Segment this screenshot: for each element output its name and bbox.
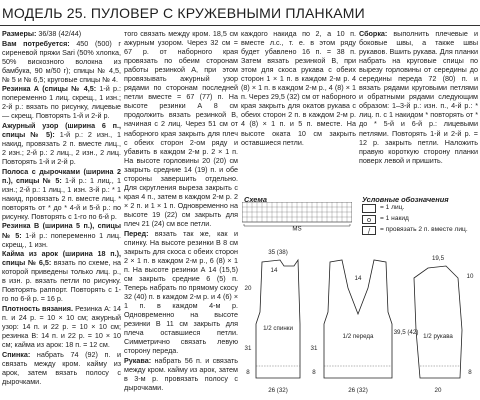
col4-paragraph bbox=[359, 29, 478, 165]
back-label: 1/2 спинки bbox=[263, 325, 293, 332]
paragraph-text: каждого накида по 2, а 10 п. вместе л.с., т. е. в этом ряду будет убавлено 16 п. = 38 п. Затем вязать резинкой В, при этом для скоса рукава с обеих сторон 1 × 1 п. в каждом 2-м р. 4 (8) × 1 п. в каждом 2-м р., 4 (8) × 1 п. Через 29,5 (32) см от наборного края закрыть для окатов рукава с обеих сторон 2 п. в каждом 2-м р. 4 (8) × 1 п. и 5 п. вместе. На высоте оката 10 см закрыть оставшиеся петли. bbox=[241, 29, 356, 147]
col1-paragraph bbox=[2, 249, 121, 303]
col1-paragraph bbox=[2, 304, 121, 349]
back-side-height: 31 bbox=[244, 345, 252, 352]
paragraph-text: набрать 74 (92) п. и связать между кром. кайму из арок, затем вязать полосу с дырочками. bbox=[2, 349, 121, 386]
sleeve-label: 1/2 рукава bbox=[423, 333, 453, 340]
instructions-column-4 bbox=[359, 29, 478, 174]
col1-paragraph bbox=[2, 29, 121, 38]
paragraph-heading: Размеры: bbox=[2, 29, 37, 38]
back-bottom-width: 26 (32) bbox=[268, 387, 288, 394]
paragraph-heading: Плотность вязания. bbox=[2, 303, 73, 313]
paragraph-text: 1-й р.: 2 изн., 1 накид, провязать 2 п. вместе лиц., 2 изн.; 2-й р.: 2 лиц., 2 изн., 2 лиц. Повторять 1-й и 2-й р. bbox=[2, 130, 121, 167]
back-piece-outline bbox=[256, 260, 300, 378]
legend-text: = 1 накид bbox=[380, 215, 409, 222]
paragraph-heading: Резинка А (спицы № 4,5: bbox=[2, 84, 97, 94]
back-width-top: 35 (38) bbox=[268, 249, 288, 256]
paragraph-text: выполнить плечевые и боковые швы, а также швы рукавов. Вшить рукава. Для планки набрать на круговые спицы по вырезу горловины от середины до середины переда 72 (80) п. и вязать рядами круговыми петлями и обратными рядами следующим образом: 1–3-й р.: изн. п., 4-й р.: * лиц. п. с 1 накидом * повторять от * до * 5-й и 6-й р.: лицевыми петлями. Повторять 1-й и 2-й р. = 12 р. закрыть петли. Наложить правую короткую сторону планки поверх левой и пришить. bbox=[359, 29, 478, 165]
paragraph-heading: Рукава: bbox=[124, 355, 152, 365]
paragraph-text: вязать так же, как и спинку. На высоте резинки В 8 см закрыть для скоса с обеих сторон 2 × 1 п. в каждом 2-м р., 6 (8) × 1 п. На высоте резинки А 14 (15,5) см закрыть средние 6 (5) п. Теперь набрать по прямому скосу 32 (40) п. в каждом 2-м р. и 4 (6) × 1 п. в каждом 4-м р. Одновременно на высоте резинки В 11 см закрыть для плеча оставшиеся петли. Симметрично связать левую сторону переда. bbox=[124, 228, 238, 356]
page-title: МОДЕЛЬ 25. ПУЛОВЕР С КРУЖЕВНЫМИ ПЛАНКАМИ bbox=[2, 5, 365, 21]
sleeve-bottom-width: 20 bbox=[434, 387, 442, 394]
front-label: 1/2 переда bbox=[342, 333, 374, 340]
col3-paragraph bbox=[241, 29, 356, 147]
paragraph-text: 1-й р.: 1 лиц., 1 изн.; 2-й р.: 1 лиц., 1 изн. 3-й р.: * 1 накид, провязать 2 п. вместе лиц. * повторять от * до * 4-й и 5-й р.: по рисунку. Повторять с 1-го по 6-й р. bbox=[2, 175, 121, 221]
instructions-column-1 bbox=[2, 29, 121, 397]
legend-title: Условные обозначения bbox=[362, 195, 449, 204]
legend-text: = 1 лиц. bbox=[380, 204, 405, 211]
paragraph-text: набрать 56 п. и связать между кром. кайму из арок, затем в 3-м р. провязать полосу с дырочками. bbox=[124, 355, 238, 392]
col2-paragraph bbox=[124, 29, 238, 228]
paragraph-heading: Вам потребуется: bbox=[2, 38, 70, 48]
back-shoulder: 14 bbox=[270, 267, 278, 274]
paragraph-heading: Резинка В (ширина 5 п.), спицы № 5: bbox=[2, 221, 121, 240]
paragraph-text: 1-й р.: попеременно 1 лиц. скрещ., 1 изн.; 2-й р.: вязать по рисунку, лицевые — скрещ. Повторять 1-й и 2-й р. bbox=[2, 84, 121, 121]
paragraph-text: 36/38 (42/44) bbox=[36, 29, 82, 38]
back-upper-height: 20 bbox=[244, 285, 252, 292]
col1-paragraph bbox=[2, 121, 121, 166]
knitting-chart bbox=[242, 202, 352, 232]
front-bottom-width: 26 (32) bbox=[348, 387, 368, 394]
sleeve-width-top: 19,5 bbox=[431, 255, 445, 262]
paragraph-heading: Ажурный узор (ширина 6 п., спицы № 5): bbox=[2, 120, 121, 140]
paragraph-heading: Спинка: bbox=[2, 349, 31, 359]
pattern-diagrams bbox=[238, 238, 480, 400]
legend-symbol-icon: / bbox=[362, 226, 376, 235]
front-rib-height: 8 bbox=[312, 369, 316, 376]
sleeve-cuff: 8 bbox=[468, 369, 472, 376]
legend-text: = провязать 2 п. вместе лиц. bbox=[380, 226, 468, 233]
scheme-title: Схема bbox=[244, 195, 267, 204]
sleeve-height-left: 39,5 (42) bbox=[393, 329, 419, 336]
sleeve-piece-outline bbox=[414, 266, 462, 378]
col2-paragraph bbox=[124, 229, 238, 356]
col1-paragraph bbox=[2, 84, 121, 120]
paragraph-text: вязать по схеме, на которой приведены только лиц. р., в изн. р. вязать петли по рисунку. Повторять раппорт. Повторять с 1-го по 6-й р. = 16 р. bbox=[2, 258, 121, 304]
instructions-column-2 bbox=[124, 29, 238, 397]
col1-paragraph bbox=[2, 221, 121, 248]
front-neck-depth: 14 bbox=[354, 275, 362, 282]
col1-paragraph bbox=[2, 167, 121, 221]
legend-symbol-icon: o bbox=[362, 215, 376, 224]
page-header bbox=[0, 0, 480, 26]
col1-paragraph bbox=[2, 350, 121, 386]
paragraph-text: Резинка А: 14 п. и 24 р. = 10 × 10 см; ажурный узор: 14 п. и 22 р. = 10 × 10 см; резинка В: 14 п. и 22 р. = 10 × 10 см; кайма из арок: 18 п. = 12 см. bbox=[2, 303, 121, 350]
paragraph-heading: Сборка: bbox=[359, 29, 388, 38]
paragraph-text: того связать между кром. 18,5 см ажурным узором. Через 32 см = 67 р. от наборного края провязать по обеим сторонам работы резинкой А, при этом провязывать ажурный узор рядами по сторонам последней петли вместе = 67 (77) п. На высоте резинки А 8 см продолжить вязать резинкой В, начиная с 2 лиц. Через 51 см от наборного края закрыть для плеч с обеих сторон 2-ом ряду и убавить в каждом 2-м р. 2 × 1 п. На высоте горловины 20 (20) см закрыть средние 14 (19) п. и обе стороны завершить отдельно. Для скругления выреза закрыть с края 4 п., затем в каждом 2-м р. 2 × 2 п. и 1 × 1 п. Одновременно на высоте 19 (22) см закрыть для плеч 21 (24) см все петли. bbox=[124, 29, 238, 228]
paragraph-text: 1-й р.: попеременно 1 лиц. скрещ., 1 изн. bbox=[2, 230, 121, 249]
sleeve-height-right: 10 bbox=[466, 273, 474, 280]
col2-paragraph bbox=[124, 356, 238, 392]
front-height: 31 bbox=[310, 345, 318, 352]
paragraph-heading: Перед: bbox=[124, 228, 149, 238]
instructions-column-3 bbox=[241, 29, 356, 191]
paragraph-heading: Кайма из арок (ширина 18 п.), спицы № 6,5: bbox=[2, 249, 121, 268]
back-rib-height: 8 bbox=[246, 369, 250, 376]
paragraph-heading: Полоса с дырочками (ширина 2 п.), спицы № 5: bbox=[2, 166, 121, 185]
legend-symbol-icon bbox=[362, 204, 376, 213]
paragraph-text: 450 (500) г сиреневой пряжи Sari (50% хлопка, 50% вискозного волокна из бамбука, 90 м/50 г); спицы № 4,5, № 5 и № 6,5; круговые спицы № 4. bbox=[2, 38, 121, 84]
ms-label: MS bbox=[292, 225, 302, 232]
col1-paragraph bbox=[2, 39, 121, 84]
